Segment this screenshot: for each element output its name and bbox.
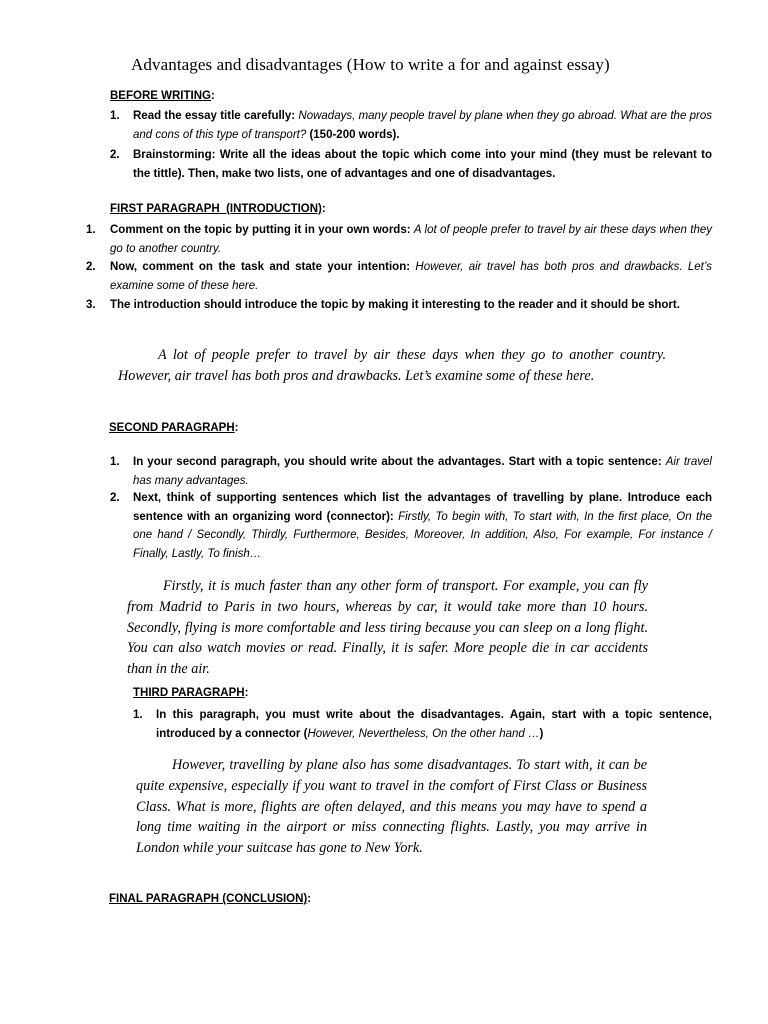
list-number: 1. (86, 224, 96, 236)
list-number: 3. (86, 299, 96, 311)
heading-third-paragraph: THIRD PARAGRAPH: (133, 687, 249, 699)
heading-first-paragraph: FIRST PARAGRAPH (INTRODUCTION): (110, 203, 326, 215)
list-number: 1. (110, 456, 120, 468)
page-title: Advantages and disadvantages (How to write a for and against essay) (131, 55, 610, 74)
heading-before-writing: BEFORE WRITING: (110, 90, 215, 102)
list-number: 1. (133, 709, 143, 721)
example-advantages: Firstly, it is much faster than any other form of transport. For example, you can fly from Madrid to Paris in two hours, whereas by car, it would take more than 10 hours. Secondly, flying is more comfortable and less tiring because you can sleep on a long flight. You can also watch movies or read. Finally, it is safer. More people die in car accidents than in the air. (127, 578, 648, 678)
example-disadvantages: However, travelling by plane also has some disadvantages. To start with, it can be quite expensive, especially if you want to travel in the comfort of First Class or Business Class. What is more, flights are often delayed, and this means you may have to spend a long time waiting in the airport or miss connecting flights. Lastly, you may arrive in London while your suitcase has gone to New York. (136, 757, 647, 857)
list-number: 2. (110, 149, 120, 161)
list-item: Next, think of supporting sentences which list the advantages of travelling by plane. Introduce each sentence with an organizing word (connector): Firstly, To begin with, To start with, In the first place, On the one hand / Secondly, Thirdly, Furthermore, Besides, Moreover, In addition, Also, For example, For instance / Finally, Lastly, To finish… (133, 492, 712, 560)
list-item: Comment on the topic by putting it in your own words: A lot of people prefer to travel by air these days when they go to another country. (110, 224, 712, 255)
list-number: 2. (110, 492, 120, 504)
list-item: In this paragraph, you must write about the disadvantages. Again, start with a topic sentence, introduced by a connector (However, Nevertheless, On the other hand …) (156, 709, 712, 740)
list-item: In your second paragraph, you should write about the advantages. Start with a topic sentence: Air travel has many advantages. (133, 456, 712, 487)
list-number: 2. (86, 261, 96, 273)
heading-second-paragraph: SECOND PARAGRAPH: (109, 422, 239, 434)
list-number: 1. (110, 110, 120, 122)
list-item: Now, comment on the task and state your intention: However, air travel has both pros and drawbacks. Let’s examine some of these here. (110, 261, 712, 292)
list-item: Brainstorming: Write all the ideas about the topic which come into your mind (they must be relevant to the tittle). Then, make two lists, one of advantages and one of disadvantages. (133, 149, 712, 180)
example-introduction: A lot of people prefer to travel by air these days when they go to another country. However, air travel has both pros and drawbacks. Let’s examine some of these here. (118, 347, 666, 384)
list-item: Read the essay title carefully: Nowadays, many people travel by plane when they go abroad. What are the pros and cons of this type of transport? (150-200 words). (133, 110, 712, 141)
heading-final-paragraph: FINAL PARAGRAPH (CONCLUSION): (109, 893, 312, 905)
list-item: The introduction should introduce the topic by making it interesting to the reader and it should be short. (110, 299, 680, 311)
